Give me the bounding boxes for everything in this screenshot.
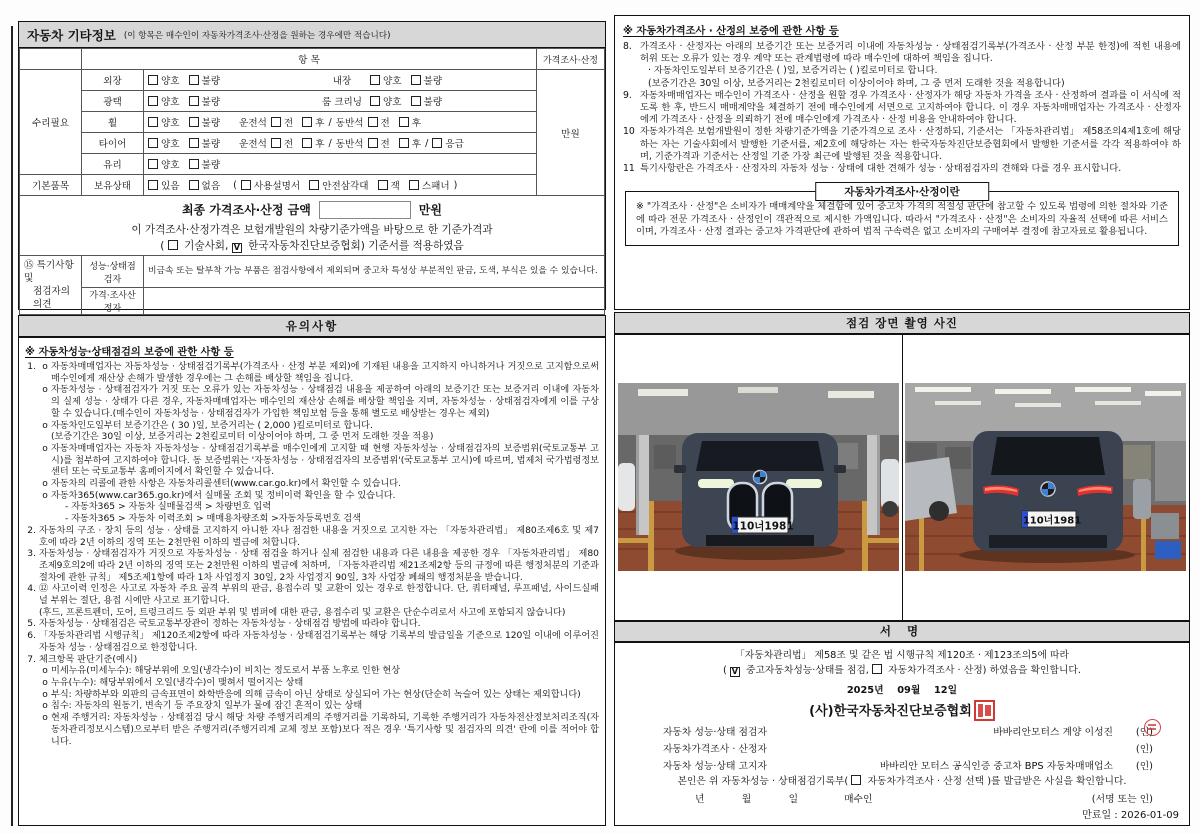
notice-subitem: 부식: 차량하부와 외판의 금속표면이 화학반응에 의해 금속이 아닌 상태로 상실되어 가는 현상(단순히 녹슬어 있는 상태는 제외합니다) — [51, 689, 581, 700]
checkbox-wheel-good[interactable] — [148, 117, 158, 127]
inspection-photos — [614, 334, 1190, 620]
holding-status-label: 보유상태 — [82, 175, 144, 196]
notice-item: 자동차의 구조 · 장치 등의 성능 · 상태를 고지하지 아니한 자나 점검한 내용을 거짓으로 고지한 자는 「자동차관리법」 제80조제6호 및 제7호에 따라 2년 이하의 징역 또는 2천만원 이하의 벌금에 처합니다. — [39, 525, 599, 548]
notice-item: 자동차매매업자는 자동차성능 · 상태점검기록부(가격조사 · 산정 부분 제외)에 기재된 내용을 고지하지 아니하거나 거짓으로 고지함으로써 매수인에게 재산상 손해가 발생한 경우에는 그 손해를 배상할 책임을 집니다. — [51, 362, 599, 384]
item-column-header: 항 목 — [82, 49, 537, 70]
warranty-item: 자동차매매업자는 매수인이 가격조사 · 산정을 원할 경우 가격조사 · 산정자가 해당 자동차 가격을 조사 · 산정하여 결과를 이 서식에 적도록 한 후, 반드시 매매계약을 체결하기 전에 매수인에게 서면으로 고지하여야 합니다. 이 경우 자동차매매업자는 가격조사 · 산정자에게 가격조사 · 산정을 의뢰하기 전에 매수인에게 가격조사 · 산정 비용을 안내하여야 합니다. — [639, 89, 1181, 126]
row-wheel-options: 양호 불량 운전석 전 후 / 동반석 전 후 — [144, 112, 537, 133]
notice-item: (보증기간은 30일 이상, 보증거리는 2천킬로미터 이상이어야 하며, 그 중 먼저 도래한 것을 적용) — [51, 432, 434, 443]
performance-inspector-label: 성능·상태점검자 — [82, 256, 144, 288]
room-cleaning-label: 룸 크리닝 — [321, 97, 363, 108]
final-price-label: 최종 가격조사·산정 금액 — [181, 203, 311, 217]
section-title: 자동차 기타정보 — [27, 27, 116, 43]
checkbox-wheel-passenger-front[interactable] — [368, 117, 378, 127]
checkbox-tire-passenger-front[interactable] — [368, 138, 378, 148]
photos-section-title: 점검 장면 촬영 사진 — [614, 312, 1190, 334]
checkbox-price-assessed[interactable] — [872, 664, 882, 674]
notice-item: 자동차의 리콜에 관한 사항은 자동차리콜센터(www.car.go.kr)에서 확인할 수 있습니다. — [51, 479, 401, 490]
checkbox-manual[interactable] — [241, 180, 251, 190]
price-warranty-heading: ※ 자동차가격조사 · 산정의 보증에 관한 사항 등 — [622, 26, 839, 37]
price-amount-unit: 만원 — [536, 70, 604, 196]
special-notes-label: ⑮ 특기사항 및 점검자의 의견 — [20, 256, 82, 315]
checkbox-wheel-driver-rear[interactable] — [302, 117, 312, 127]
svg-text:110너1981: 110너1981 — [1023, 515, 1082, 527]
notice-subitem: 침수: 자동차의 원동기, 변속기 등 주요장치 일부가 물에 잠긴 흔적이 있는 상태 — [51, 701, 363, 712]
checkbox-jack[interactable] — [378, 180, 388, 190]
notice-item: 자동차365(www.car365.go.kr)에서 실매물 조회 및 정비이력 확인을 할 수 있습니다. — [51, 490, 396, 501]
photo-rear-view — [902, 335, 1189, 619]
notifier-name: 바바리안 모터스 공식인증 중고차 BPS 자동차매매업소 — [879, 760, 1113, 772]
final-price-block: 최종 가격조사·산정 금액 만원 이 가격조사·산정가격은 보험개발원의 차량기준가액을 바탕으로 한 기준가격과 ( 기술사회, V 한국자동차진단보증협회) 기준서를 적용하였음 — [20, 196, 605, 256]
legal-basis-line: 「자동차관리법」 제58조 및 같은 법 시행규칙 제120조 · 제123조의5에 따라 — [734, 650, 1069, 662]
performance-warranty-heading: ※ 자동차성능·상태점검의 보증에 관한 사항 등 — [25, 347, 234, 358]
warranty-subitem: · 자동차인도일부터 보증기간은 ( )일, 보증거리는 ( )킬로미터로 합니다. — [647, 65, 938, 77]
warranty-item: 가격조사 · 산정자는 아래의 보증기간 또는 보증거리 이내에 자동차성능 · 상태점검기록부(가격조사 · 산정 부분 한정)에 적힌 내용에 허위 또는 오류가 있는 경우 계약 또는 관계법령에 따라 매수인에 대하여 책임을 집니다. — [639, 41, 1181, 65]
checkbox-spanner[interactable] — [409, 180, 419, 190]
notice-item: 자동차성능 · 상태점검은 국토교통부장관이 정하는 자동차성능 · 상태점검 방법에 따라야 합니다. — [39, 619, 421, 630]
price-assessor-label: 가격·조사산정자 — [82, 288, 144, 315]
notice-item: 자동차성능 · 상태점검자가 거짓 또는 오류가 있는 자동차성능 · 상태점검 내용을 제공하여 아래의 보증기간 또는 보증거리 이내에 자동차의 실제 성능 · 상태가 다른 경우, 자동차매매업자는 매수인의 재산상 손해를 배상할 책임을 지며, 자동차성능 · 상태점검자에게 이를 구상할 수 있습니다.(매수인이 자동차성능 · 상태점검자가 가입한 책임보험 등을 통해 별도로 배상받는 경우는 제외) — [51, 385, 599, 419]
notice-subitem: 미세누유(미세누수): 해당부위에 오일(냉각수)이 비치는 정도로서 부품 노후로 인한 현상 — [51, 666, 401, 677]
checkbox-tire-driver-front[interactable] — [271, 138, 281, 148]
checkbox-tire-good[interactable] — [148, 138, 158, 148]
car-front-photo — [618, 383, 899, 571]
notice-subitem: - 자동차365 > 자동차 실매물검색 > 차량번호 입력 — [65, 502, 272, 513]
warranty-item: 자동차가격은 보험개발원이 정한 차량기준가액을 기준가격으로 조사 · 산정하되, 기준서는 「자동차관리법」 제58조의4제1호에 해당하는 자는 기술사회에서 발행한 기준서를, 제2호에 해당하는 자는 한국자동차진단보증협회에서 발행한 기준서를 각각 적용하여야 하며, 기준가격과 기준서는 산정일 기준 가장 최근에 발행된 것을 적용합니다. — [639, 126, 1181, 162]
signature-section-title: 서 명 — [614, 621, 1190, 643]
buyer-label: 매수인 — [844, 794, 873, 806]
checkbox-tire-bad[interactable] — [189, 138, 199, 148]
inspector-row: 자동차 성능·상태 점검자 바바리안모터스 계양 이성진 (인) — [625, 722, 1179, 739]
section-note: (이 항목은 매수인이 자동차가격조사·산정을 원하는 경우에만 적습니다) — [123, 30, 391, 41]
assessor-row: 자동차가격조사 · 산정자 (인) — [662, 743, 1153, 755]
checkbox-wheel-driver-front[interactable] — [271, 117, 281, 127]
row-glass-options: 양호 불량 — [144, 154, 537, 175]
checkbox-exterior-good[interactable] — [148, 75, 158, 85]
issue-date: 2025년 09월 12일 — [846, 685, 958, 697]
row-exterior-options: 양호 불량 내장 양호 불량 — [144, 70, 537, 91]
checkbox-interior-bad[interactable] — [411, 75, 421, 85]
price-assessment-warranty-section: ※ 자동차가격조사 · 산정의 보증에 관한 사항 등 8. 가격조사 · 산정자는 아래의 보증기간 또는 보증거리 이내에 자동차성능 · 상태점검기록부(가격조사 · 산정 부분 한정)에 적힌 내용에 허위 또는 오류가 있는 경우 계약 또는 관계법령에 따라 매수인에 대하여 책임을 집니다. · 자동차인도일부터 보증기간은 ( )일, 보증거리는 ( )킬로미터로 합니다. (보증기간은 30일 이상, 보증거리는 2천킬로미터 이상이어야 하며, 그 중 먼저 도래한 것을 적용합니다) 9. 자동차매매업자는 매수인이 가격조사 · 산정을 원할 경우 가격조사 · 산정자가 해당 자동차 가격을 조사 · 산정하여 결과를 이 서식에 적도록 한 후, 반드시 매매계약을 체결하기 전에 매수인에게 서면으로 고지하여야 합니다. 이 경우 자동차매매업자는 가격조사 · 산정자에게 가격조사 · 산정을 의뢰하기 전에 매수인에게 가격조사 · 산정 비용을 안내하여야 합니다. 10 자동차가격은 보험개발원이 정한 차량기준가액을 기준가격으로 조사 · 산정하되, 기준서는 「자동차관리법」 제58조의4제1호에 해당하는 자는 기술사회에서 발행한 기준서를, 제2호에 해당하는 자는 한국자동차진단보증협회에서 발행한 기준서를 각각 적용하여야 하며, 기준가격과 기준서는 산정일 기준 가장 최근에 발행된 것을 적용합니다. 11 특기사항란은 가격조사 · 산정자의 자동차 성능 · 상태에 대한 견해가 성능 · 상태점검자의 견해와 다를 경우 표시합니다. 자동차가격조사·산정이란 ※ "가격조사 · 산정"은 소비자가 매매계약을 체결함에 있어 중고차 가격의 적절성 판단에 참고할 수 있도록 법령에 의한 절차와 기준에 따라 전문 가격조사 · 산정인이 객관적으로 제시한 가액입니다. 따라서 "가격조사 · 산정"은 소비자의 자율적 선택에 따른 서비스이며, 가격조사 · 산정 결과는 중고차 가격판단에 관하여 법적 구속력은 없고 소비자의 구매여부 결정에 참고자료로 활용됩니다. — [614, 15, 1190, 310]
notice-item: 자동차매매업자는 자동차 자동차성능 · 상태점검기록부를 매수인에게 고지할 때 현행 자동차성능 · 상태점검자의 보증범위(국토교통부 고시)를 첨부하여 고지하여야 합니다. 동 보증범위는 '자동차성능 · 상태점검자의 보증범위'(국토교통부 고시)에 따르며, 법제처 국가법령정보센터 또는 국토교통부 홈페이지에서 확인할 수 있습니다. — [51, 443, 599, 478]
inspector-seal-icon — [1144, 719, 1161, 736]
notice-item: ⑫ 사고이력 인정은 사고로 자동차 주요 골격 부위의 판금, 용접수리 및 교환이 있는 경우로 한정합니다. 단, 쿼터패널, 루프패널, 사이드실패널 부위는 절단, 용접 시에만 사고로 표기합니다. — [39, 584, 599, 607]
checkbox-polish-bad[interactable] — [189, 96, 199, 106]
buyer-sign-row — [625, 790, 1179, 806]
final-amount-input[interactable] — [319, 201, 411, 219]
notice-item: 자동차인도일부터 보증기간은 ( 30 )일, 보증거리는 ( 2,000 )킬로미터로 합니다. — [51, 420, 373, 431]
price-column-header: 가격조사·산정 — [536, 49, 604, 70]
expiry-date: 만료일 : 2026-01-09 — [1082, 810, 1179, 821]
checkbox-safety-triangle[interactable] — [309, 180, 319, 190]
checkbox-price-assessment-option[interactable] — [851, 775, 861, 785]
buyer-confirmation-line: 본인은 위 자동차성능 · 상태점검기록부( 자동차가격조사 · 산정 선택 )를 발급받은 사실을 확인합니다. — [677, 776, 1127, 788]
price-assessment-definition-box — [625, 186, 1179, 246]
row-exterior-label: 외장 — [82, 70, 144, 91]
repair-needed-label: 수리필요 — [20, 70, 82, 175]
page-edge-line — [11, 26, 13, 826]
association-seal-icon — [974, 700, 995, 721]
checkbox-tech-society[interactable] — [168, 240, 178, 250]
checkbox-interior-good[interactable] — [370, 75, 380, 85]
definition-box-text: ※ "가격조사 · 산정"은 소비자가 매매계약을 체결함에 있어 중고차 가격의 적절성 판단에 참고할 수 있도록 법령에 의한 절차와 기준에 따라 전문 가격조사 · 산정인이 객관적으로 제시한 가액입니다. 따라서 "가격조사 · 산정"은 소비자의 자율적 선택에 따른 서비스이며, 가격조사 · 산정 결과는 중고차 가격판단에 관하여 법적 구속력은 없고 소비자의 구매여부 결정에 참고자료로 활용됩니다. — [635, 201, 1168, 238]
checkbox-performance-inspected[interactable]: V — [731, 667, 738, 677]
definition-box-title: 자동차가격조사·산정이란 — [815, 182, 989, 201]
basic-items-options: 있음 없음 ( 사용설명서 안전삼각대 잭 스패너 ) — [144, 175, 537, 196]
row-wheel-label: 휠 — [82, 112, 144, 133]
checkbox-roomcleaning-good[interactable] — [370, 96, 380, 106]
signature-section — [614, 642, 1190, 826]
notifier-row: 자동차 성능·상태 고지자 바바리안 모터스 공식인증 중고차 BPS 자동차매매업소 (인) — [625, 756, 1179, 773]
vehicle-other-info-header — [19, 22, 605, 48]
checkbox-tire-emergency[interactable] — [432, 138, 442, 148]
row-polish-options: 양호 불량 룸 크리닝 양호 불량 — [144, 91, 537, 112]
checkbox-polish-good[interactable] — [148, 96, 158, 106]
price-basis-statement-1: 이 가격조사·산정가격은 보험개발원의 차량기준가액을 바탕으로 한 기준가격과 — [131, 223, 493, 236]
checkbox-wheel-bad[interactable] — [189, 117, 199, 127]
row-tire-options: 양호 불량 운전석 전 후 / 동반석 전 후 / 응급 — [144, 133, 537, 154]
checkbox-tire-driver-rear[interactable] — [302, 138, 312, 148]
sign-or-seal-label: (서명 또는 인) — [1091, 794, 1153, 806]
checkbox-tire-passenger-rear[interactable] — [399, 138, 409, 148]
vehicle-other-info-table — [18, 21, 606, 314]
checkbox-exterior-bad[interactable] — [189, 75, 199, 85]
interior-label: 내장 — [332, 76, 352, 87]
notice-subitem: 누유(누수): 해당부위에서 오일(냉각수)이 맺혀서 떨어지는 상태 — [51, 677, 304, 688]
notice-item: 체크항목 판단기준(예시) — [39, 654, 138, 665]
checkbox-basic-nothave[interactable] — [189, 180, 199, 190]
basic-items-label: 기본품목 — [20, 175, 82, 196]
notice-item: 「자동차관리법 시행규칙」 제120조제2항에 따라 자동차성능 · 상태점검기록부는 해당 기록부의 발급일을 기준으로 120일 이내에 이루어진 자동차 성능 · 상태점검으로 한정합니다. — [39, 631, 599, 653]
checkbox-roomcleaning-bad[interactable] — [411, 96, 421, 106]
date-blank: 년 월 일 — [694, 794, 799, 806]
inspector-name: 바바리안모터스 계양 이성진 — [993, 726, 1113, 738]
warranty-subitem: (보증기간은 30일 이상, 보증거리는 2천킬로미터 이상이어야 하며, 그 중 먼저 도래한 것을 적용합니다) — [647, 77, 1065, 89]
notice-section-title: 유의사항 — [18, 315, 606, 337]
row-polish-label: 광택 — [82, 91, 144, 112]
association-name: (사)한국자동차진단보증협회 — [625, 700, 1179, 722]
performance-inspector-note: 비금속 또는 탈부착 가능 부품은 점검사항에서 제외되며 중고차 특성상 부분적인 판금, 도색, 부식은 있을 수 있습니다. — [144, 256, 605, 288]
checkbox-basic-have[interactable] — [148, 180, 158, 190]
empty-cell — [20, 49, 82, 70]
warranty-item: 특기사항란은 가격조사 · 산정자의 자동차 성능 · 상태에 대한 견해가 성능 · 상태점검자의 견해와 다를 경우 표시합니다. — [639, 163, 1122, 175]
row-glass-label: 유리 — [82, 154, 144, 175]
notice-subitem: - 자동차365 > 자동차 이력조회 > 매매용차량조회 >자동차등록번호 검색 — [65, 514, 362, 525]
notice-subitem: 현재 주행거리: 자동차성능 · 상태점검 당시 해당 차량 주행거리계의 주행거리를 기록하되, 기록한 주행거리가 자동차전산정보처리조직(자동차관리정보시스템)으로부터 받은 주행거리(주행거리계 교체 정보 포함)보다 적은 경우 '특기사항 및 점검자의 의견' 란에 이를 적어야 합니다. — [51, 713, 599, 747]
notice-item: (후드, 프론트펜더, 도어, 트렁크리드 등 외판 부위 및 범퍼에 대한 판금, 용접수리 및 교환은 단순수리로서 사고에 포함되지 않습니다) — [39, 607, 566, 618]
price-assessor-note — [144, 288, 605, 315]
notice-section: ※ 자동차성능·상태점검의 보증에 관한 사항 등 1. o 자동차매매업자는 자동차성능 · 상태점검기록부(가격조사 · 산정 부분 제외)에 기재된 내용을 고지하지 아니하거나 거짓으로 고지함으로써 매수인에게 재산상 손해가 발생한 경우에는 그 손해를 배상할 책임을 집니다. o 자동차성능 · 상태점검자가 거짓 또는 오류가 있는 자동차성능 · 상태점검 내용을 제공하여 아래의 보증기간 또는 보증거리 이내에 자동차의 실제 성능 · 상태가 다른 경우, 자동차매매업자는 매수인의 재산상 손해를 배상할 책임을 지며, 자동차성능 · 상태점검자에게 이를 구상할 수 있습니다.(매수인이 자동차성능 · 상태점검자가 가입한 책임보험 등을 통해 별도로 배상받는 경우는 제외) o 자동차인도일부터 보증기간은 ( 30 )일, 보증거리는 ( 2,000 )킬로미터로 합니다. (보증기간은 30일 이상, 보증거리는 2천킬로미터 이상이어야 하며, 그 중 먼저 도래한 것을 적용) o 자동차매매업자는 자동차 자동차성능 · 상태점검기록부를 매수인에게 고지할 때 현행 자동차성능 · 상태점검자의 보증범위(국토교통부 고시)를 첨부하여 고지하여야 합니다. 동 보증범위는 '자동차성능 · 상태점검자의 보증범위'(국토교통부 고시)에 따르며, 법제처 국가법령정보센터 또는 국토교통부 홈페이지에서 확인할 수 있습니다. o 자동차의 리콜에 관한 사항은 자동차리콜센터(www.car.go.kr)에서 확인할 수 있습니다. o 자동차365(www.car365.go.kr)에서 실매물 조회 및 정비이력 확인을 할 수 있습니다. - 자동차365 > 자동차 실매물검색 > 차량번호 입력 - 자동차365 > 자동차 이력조회 > 매매용차량조회 >자동차등록번호 검색 2. 자동차의 구조 · 장치 등의 성능 · 상태를 고지하지 아니한 자나 점검한 내용을 거짓으로 고지한 자는 「자동차관리법」 제80조제6호 및 제7호에 따라 2년 이하의 징역 또는 2천만원 이하의 벌금에 처합니다. 3. 자동차성능 · 상태점검자가 거짓으로 자동차성능 · 상태 점검을 하거나 실제 점검한 내용과 다른 내용을 제공한 경우 「자동차관리법」 제80조제9호의2에 따라 2년 이하의 징역 또는 2천만원 이하의 벌금에 처하며, 「자동차관리법 제21조제2항 등의 규정에 따른 행정처분의 기준과 절차에 관한 규칙」 제5조제1항에 따라 1차 사업정지 30일, 2차 사업정지 90일, 3차 사업장 폐쇄의 행정처분을 받습니다. 4. ⑫ 사고이력 인정은 사고로 자동차 주요 골격 부위의 판금, 용접수리 및 교환이 있는 경우로 한정합니다. 단, 쿼터패널, 루프패널, 사이드실패널 부위는 절단, 용접 시에만 사고로 표기합니다. (후드, 프론트펜더, 도어, 트렁크리드 등 외판 부위 및 범퍼에 대한 판금, 용접수리 및 교환은 단순수리로서 사고에 포함되지 않습니다) 5. 자동차성능 · 상태점검은 국토교통부장관이 정하는 자동차성능 · 상태점검 방법에 따라야 합니다. 6. 「자동차관리법 시행규칙」 제120조제2항에 따라 자동차성능 · 상태점검기록부는 해당 기록부의 발급일을 기준으로 120일 이내에 이루어진 자동차 성능 · 상태점검으로 한정합니다. 7. 체크항목 판단기준(예시) o 미세누유(미세누수): 해당부위에 오일(냉각수)이 비치는 정도로서 부품 노후로 인한 현상 o 누유(누수): 해당부위에서 오일(냉각수)이 맺혀서 떨어지는 상태 o 부식: 차량하부와 외판의 금속표면이 화학반응에 의해 금속이 아닌 상태로 상실되어 가는 현상(단순히 녹슬어 있는 상태는 제외합니다) o 침수: 자동차의 원동기, 변속기 등 주요장치 일부가 물에 잠긴 흔적이 있는 상태 o 현재 주행거리: 자동차성능 · 상태점검 당시 해당 차량 주행거리계의 주행거리를 기록하되, 기록한 주행거리가 자동차전산정보처리조직(자동차관리정보시스템)으로부터 받은 주행거리(주행거리계 교체 정보 포함)보다 적은 경우 '특기사항 및 점검자의 의견' 란에 이를 적어야 합니다. — [18, 337, 606, 826]
checkbox-glass-good[interactable] — [148, 159, 158, 169]
price-basis-statement-2: ( 기술사회, V 한국자동차진단보증협회) 기준서를 적용하였음 — [160, 239, 464, 252]
row-tire-label: 타이어 — [82, 133, 144, 154]
checkbox-kada-association[interactable]: V — [233, 242, 240, 252]
svg-text:110너1981: 110너1981 — [732, 520, 794, 533]
checkbox-glass-bad[interactable] — [189, 159, 199, 169]
notice-item: 자동차성능 · 상태점검자가 거짓으로 자동차성능 · 상태 점검을 하거나 실제 점검한 내용과 다른 내용을 제공한 경우 「자동차관리법」 제80조제9호의2에 따라 2년 이하의 징역 또는 2천만원 이하의 벌금에 처하며, 「자동차관리법 제21조제2항 등의 규정에 따른 행정처분의 기준과 절차에 관한 규칙」 제5조제1항에 따라 1차 사업정지 30일, 2차 사업정지 90일, 3차 사업장 폐쇄의 행정처분을 받습니다. — [39, 549, 599, 583]
car-rear-photo — [905, 383, 1186, 571]
checkbox-wheel-passenger-rear[interactable] — [399, 117, 409, 127]
photo-front-view — [615, 335, 902, 619]
confirmation-line: ( V 중고자동차성능·상태를 점검, 자동차가격조사 · 산정) 하였음을 확인합니다. — [722, 665, 1082, 677]
